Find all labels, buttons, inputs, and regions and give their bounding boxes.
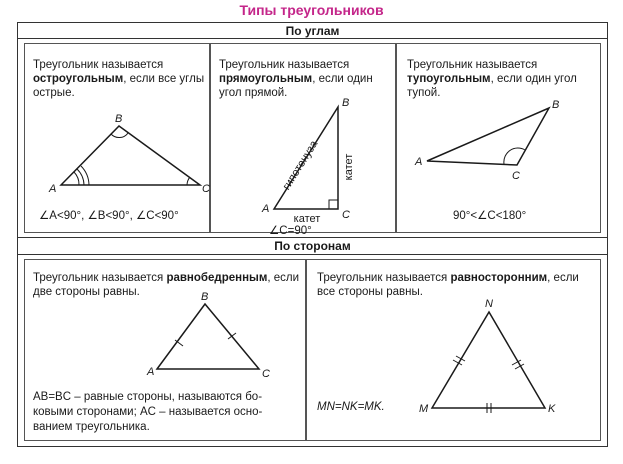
obtuse-description: Треугольник называется тупоугольным, если один угол тупой. — [407, 59, 577, 99]
right-label-a: A — [262, 203, 270, 215]
acute-description: Треугольник называется остроугольным, если все углы острые. — [33, 59, 205, 99]
hypotenuse-label: гипотенуза — [280, 138, 321, 193]
by-angles-heading: По углам — [18, 23, 607, 39]
acute-label-a: A — [49, 183, 57, 195]
acute-label-c: C — [202, 183, 210, 195]
acute-label-b: B — [115, 113, 123, 125]
right-label-b: B — [342, 97, 350, 109]
acute-triangle-panel — [24, 43, 210, 233]
isosceles-label-b: B — [201, 291, 209, 303]
right-triangle-figure — [211, 44, 397, 234]
by-sides-heading: По сторонам — [18, 237, 607, 255]
isosceles-triangle-panel — [24, 259, 306, 441]
right-label-c: C — [342, 209, 350, 221]
triangle-types-table — [17, 22, 608, 447]
isosceles-note: AB=BC – равные стороны, называются бо- ковыми сторонами; AC – называется осно- ванием треугольника. — [33, 391, 263, 433]
acute-triangle-figure — [25, 44, 211, 234]
equilateral-triangle-panel — [306, 259, 601, 441]
obtuse-label-b: B — [552, 99, 560, 111]
equilateral-condition: MN=NK=MK. — [317, 401, 385, 413]
equilateral-description: Треугольник называется равносторонним, если все стороны равны. — [317, 272, 579, 298]
right-description: Треугольник называется прямоугольным, если один угол прямой. — [219, 59, 373, 99]
acute-condition: ∠A<90°, ∠B<90°, ∠C<90° — [39, 210, 179, 222]
page-title: Типы треугольников — [239, 2, 384, 18]
obtuse-label-a: A — [415, 156, 423, 168]
equilateral-label-m: M — [419, 403, 429, 415]
equilateral-label-n: N — [485, 298, 493, 310]
right-triangle-panel — [210, 43, 396, 237]
obtuse-condition: 90°<∠C<180° — [453, 210, 527, 222]
equilateral-label-k: K — [548, 403, 556, 415]
right-condition: ∠C=90° — [269, 225, 312, 237]
isosceles-label-c: C — [262, 368, 270, 380]
obtuse-label-c: C — [512, 170, 520, 182]
equilateral-triangle-figure — [307, 260, 602, 442]
isosceles-description: Треугольник называется равнобедренным, если две стороны равны. — [33, 272, 300, 298]
obtuse-triangle-figure — [397, 44, 602, 234]
isosceles-label-a: A — [147, 366, 155, 378]
obtuse-triangle-panel — [396, 43, 601, 233]
vertical-leg-label: катет — [343, 153, 355, 181]
horizontal-leg-label: катет — [293, 213, 321, 225]
